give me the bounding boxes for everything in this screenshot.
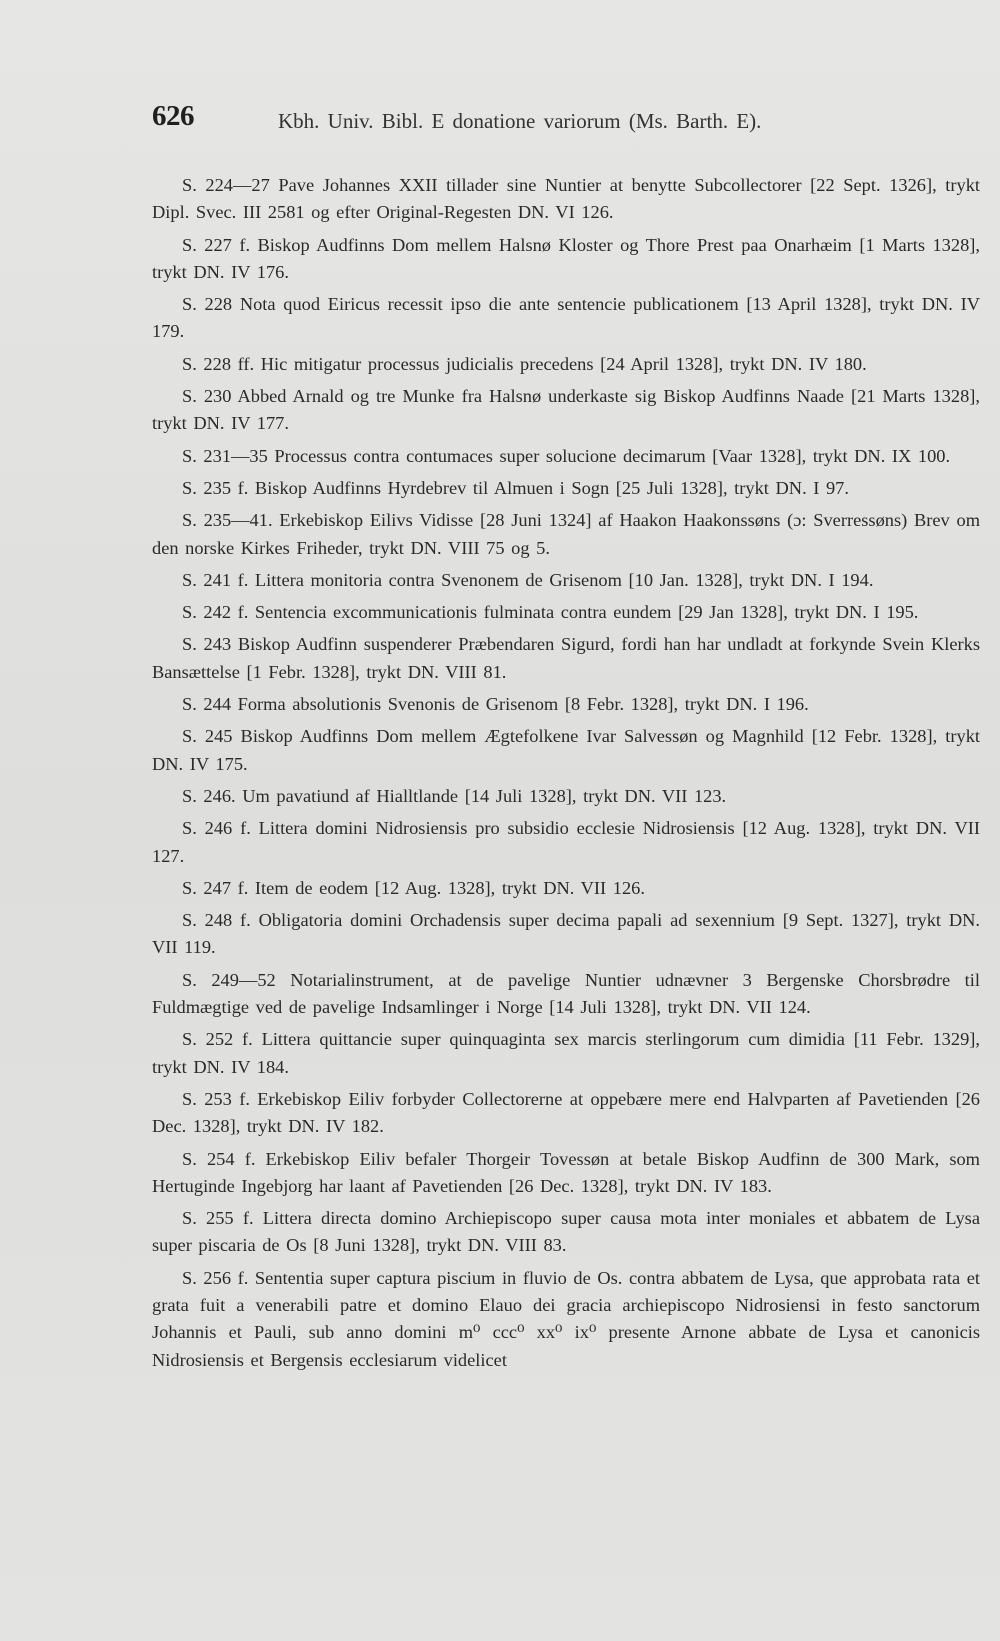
catalog-entry: S. 247 f. Item de eodem [12 Aug. 1328], trykt DN. VII 126. xyxy=(182,877,645,898)
page-header xyxy=(152,100,952,140)
catalog-entry: S. 255 f. Littera directa domino Archiepiscopo super causa mota inter moniales et abbatem de Lysa super piscaria de Os [8 Juni 1328], trykt DN. VIII 83. xyxy=(152,1208,980,1256)
catalog-entry: S. 235 f. Biskop Audfinns Hyrdebrev til Almuen i Sogn [25 Juli 1328], trykt DN. I 97. xyxy=(182,477,849,498)
catalog-entry: S. 242 f. Sentencia excommunicationis fulminata contra eundem [29 Jan 1328], trykt DN. I 195. xyxy=(182,602,919,623)
catalog-entry: S. 244 Forma absolutionis Svenonis de Grisenom [8 Febr. 1328], trykt DN. I 196. xyxy=(182,694,809,715)
page-number: 626 xyxy=(152,100,194,132)
running-title: Kbh. Univ. Bibl. E donatione variorum (Ms. Barth. E). xyxy=(278,109,762,133)
catalog-entry: S. 245 Biskop Audfinns Dom mellem Ægtefolkene Ivar Salvessøn og Magnhild [12 Febr. 1328], trykt DN. IV 175. xyxy=(152,726,980,774)
catalog-entry: S. 241 f. Littera monitoria contra Svenonem de Grisenom [10 Jan. 1328], trykt DN. I 194. xyxy=(182,569,874,590)
catalog-entry: S. 246. Um pavatiund af Hialltlande [14 Juli 1328], trykt DN. VII 123. xyxy=(182,785,727,806)
catalog-entry: S. 254 f. Erkebiskop Eiliv befaler Thorgeir Tovessøn at betale Biskop Audfinn de 300 Mark, som Hertuginde Ingebjorg har laant af Pavetienden [26 Dec. 1328], trykt DN. IV 183. xyxy=(152,1148,980,1196)
catalog-entries xyxy=(152,172,980,1379)
catalog-entry: S. 253 f. Erkebiskop Eiliv forbyder Collectorerne at oppebære mere end Halvparten af Pavetienden [26 Dec. 1328], trykt DN. IV 182. xyxy=(152,1088,980,1137)
catalog-entry: S. 228 Nota quod Eiricus recessit ipso die ante sentencie publicationem [13 April 1328], trykt DN. IV 179. xyxy=(152,294,980,342)
catalog-entry: S. 252 f. Littera quittancie super quinquaginta sex marcis sterlingorum cum dimidia [11 Febr. 1329], trykt DN. IV 184. xyxy=(152,1029,980,1077)
catalog-entry: S. 230 Abbed Arnald og tre Munke fra Halsnø underkaste sig Biskop Audfinns Naade [21 Marts 1328], trykt DN. IV 177. xyxy=(152,386,980,434)
catalog-entry: S. 256 f. Sententia super captura piscium in fluvio de Os. contra abbatem de Lysa, que approbata rata et grata fuit a venerabili patre et domino Elauo dei gracia archiepiscopo Nidrosiensi in festo sanctorum Johannis et Pauli, sub anno domini m⁰ ccc⁰ xx⁰ ix⁰ presente Arnone abbate de Lysa et canonicis Nidrosiensis et Bergensis ecclesiarum videlicet xyxy=(152,1267,980,1370)
catalog-entry: S. 249—52 Notarialinstrument, at de pavelige Nuntier udnævner 3 Bergenske Chorsbrødre til Fuldmægtige ved de pavelige Indsamlinger i Norge [14 Juli 1328], trykt DN. VII 124. xyxy=(152,969,980,1018)
catalog-entry: S. 228 ff. Hic mitigatur processus judicialis precedens [24 April 1328], trykt DN. IV 180. xyxy=(182,353,867,374)
catalog-entry: S. 224—27 Pave Johannes XXII tillader sine Nuntier at benytte Subcollectorer [22 Sept. 1326], trykt Dipl. Svec. III 2581 og efter Original-Regesten DN. VI 126. xyxy=(152,175,980,223)
catalog-entry: S. 227 f. Biskop Audfinns Dom mellem Halsnø Kloster og Thore Prest paa Onarhæim [1 Marts 1328], trykt DN. IV 176. xyxy=(152,234,980,282)
catalog-entry: S. 235—41. Erkebiskop Eilivs Vidisse [28 Juni 1324] af Haakon Haakonssøns (ɔ: Sverressøns) Brev om den norske Kirkes Friheder, trykt DN. VIII 75 og 5. xyxy=(152,510,980,558)
catalog-entry: S. 246 f. Littera domini Nidrosiensis pro subsidio ecclesie Nidrosiensis [12 Aug. 1328], trykt DN. VII 127. xyxy=(152,818,980,866)
catalog-entry: S. 248 f. Obligatoria domini Orchadensis super decima papali ad sexennium [9 Sept. 1327], trykt DN. VII 119. xyxy=(152,910,980,958)
catalog-entry: S. 231—35 Processus contra contumaces super solucione decimarum [Vaar 1328], trykt DN. IX 100. xyxy=(182,445,951,466)
catalog-entry: S. 243 Biskop Audfinn suspenderer Præbendaren Sigurd, fordi han har undladt at forkynde Svein Klerks Bansættelse [1 Febr. 1328], trykt DN. VIII 81. xyxy=(152,634,980,682)
